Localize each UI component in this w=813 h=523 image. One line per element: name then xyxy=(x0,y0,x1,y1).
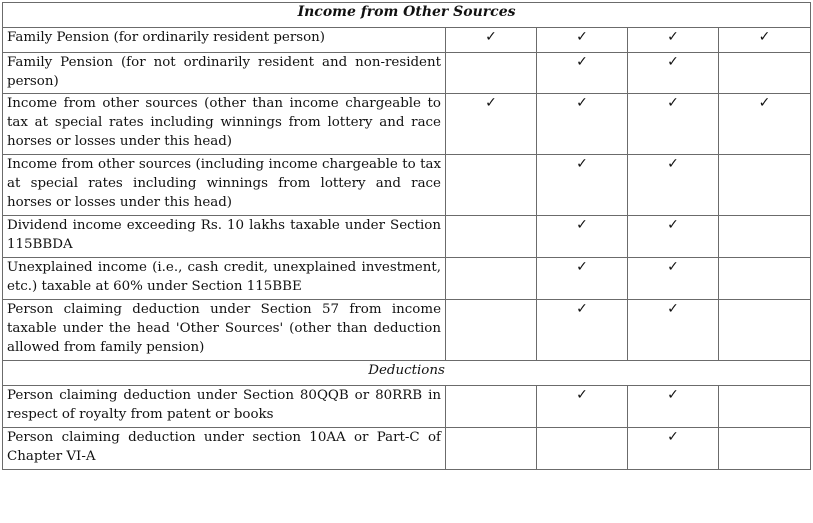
row-label: Dividend income exceeding Rs. 10 lakhs taxable under Section 115BBDA xyxy=(3,216,446,258)
check-mark-icon: ✓ xyxy=(667,156,679,172)
row-label: Family Pension (for not ordinarily resident and non-resident person) xyxy=(3,53,446,94)
check-cell xyxy=(537,386,628,428)
check-cell xyxy=(719,28,811,53)
check-mark-icon: ✓ xyxy=(576,156,588,172)
check-cell xyxy=(537,428,628,470)
check-cell xyxy=(628,94,719,155)
check-cell xyxy=(446,258,537,300)
row-label: Unexplained income (i.e., cash credit, unexplained investment, etc.) taxable at 60% under Section 115BBE xyxy=(3,258,446,300)
check-mark-icon: ✓ xyxy=(485,95,497,111)
row-label: Family Pension (for ordinarily resident person) xyxy=(3,28,446,53)
check-cell xyxy=(537,258,628,300)
check-cell xyxy=(719,53,811,94)
check-mark-icon: ✓ xyxy=(576,217,588,233)
check-cell xyxy=(719,428,811,470)
check-mark-icon: ✓ xyxy=(576,259,588,275)
check-mark-icon: ✓ xyxy=(485,29,497,45)
check-mark-icon: ✓ xyxy=(576,301,588,317)
section-header-row xyxy=(3,3,811,28)
check-mark-icon: ✓ xyxy=(667,259,679,275)
deductions-header-cell xyxy=(3,361,811,386)
check-mark-icon: ✓ xyxy=(758,95,771,111)
table-row xyxy=(3,216,811,258)
table-row xyxy=(3,28,811,53)
check-cell xyxy=(446,53,537,94)
table-row xyxy=(3,53,811,94)
check-mark-icon: ✓ xyxy=(667,387,679,403)
check-cell xyxy=(628,300,719,361)
check-cell xyxy=(446,300,537,361)
check-cell xyxy=(446,428,537,470)
deductions-title: Deductions xyxy=(368,363,445,378)
check-cell xyxy=(537,216,628,258)
check-cell xyxy=(719,258,811,300)
check-cell xyxy=(537,28,628,53)
check-cell xyxy=(628,155,719,216)
table-row xyxy=(3,155,811,216)
check-cell xyxy=(628,216,719,258)
check-mark-icon: ✓ xyxy=(667,95,679,111)
check-mark-icon: ✓ xyxy=(667,29,679,45)
check-cell xyxy=(719,155,811,216)
check-mark-icon: ✓ xyxy=(667,429,679,445)
check-cell xyxy=(446,155,537,216)
check-cell xyxy=(719,386,811,428)
table-row xyxy=(3,386,811,428)
check-cell xyxy=(628,53,719,94)
section-header-cell xyxy=(3,3,811,28)
check-cell xyxy=(537,94,628,155)
check-cell xyxy=(537,300,628,361)
table-row xyxy=(3,428,811,470)
check-cell xyxy=(446,28,537,53)
check-mark-icon: ✓ xyxy=(576,29,588,45)
check-mark-icon: ✓ xyxy=(758,29,771,45)
section-title: Income from Other Sources xyxy=(297,4,516,20)
check-cell xyxy=(719,94,811,155)
check-mark-icon: ✓ xyxy=(667,217,679,233)
row-label: Person claiming deduction under section 10AA or Part-C of Chapter VI-A xyxy=(3,428,446,470)
check-cell xyxy=(446,94,537,155)
table-row xyxy=(3,94,811,155)
row-label: Income from other sources (including income chargeable to tax at special rates including winnings from lottery and race horses or losses under this head) xyxy=(3,155,446,216)
check-mark-icon: ✓ xyxy=(576,387,588,403)
table-row xyxy=(3,258,811,300)
check-cell xyxy=(628,428,719,470)
check-mark-icon: ✓ xyxy=(576,95,588,111)
check-cell xyxy=(446,386,537,428)
check-cell xyxy=(537,53,628,94)
row-label: Income from other sources (other than income chargeable to tax at special rates including winnings from lottery and race horses or losses under this head) xyxy=(3,94,446,155)
check-mark-icon: ✓ xyxy=(576,54,588,70)
check-cell xyxy=(628,258,719,300)
check-cell xyxy=(446,216,537,258)
check-mark-icon: ✓ xyxy=(667,301,679,317)
check-mark-icon: ✓ xyxy=(667,54,679,70)
row-label: Person claiming deduction under Section 57 from income taxable under the head 'Other Sources' (other than deduction allowed from family pension) xyxy=(3,300,446,361)
itr-applicability-table xyxy=(2,2,811,470)
check-cell xyxy=(628,28,719,53)
check-cell xyxy=(719,300,811,361)
table-row xyxy=(3,300,811,361)
row-label: Person claiming deduction under Section 80QQB or 80RRB in respect of royalty from patent or books xyxy=(3,386,446,428)
deductions-header-row xyxy=(3,361,811,386)
check-cell xyxy=(719,216,811,258)
check-cell xyxy=(628,386,719,428)
check-cell xyxy=(537,155,628,216)
